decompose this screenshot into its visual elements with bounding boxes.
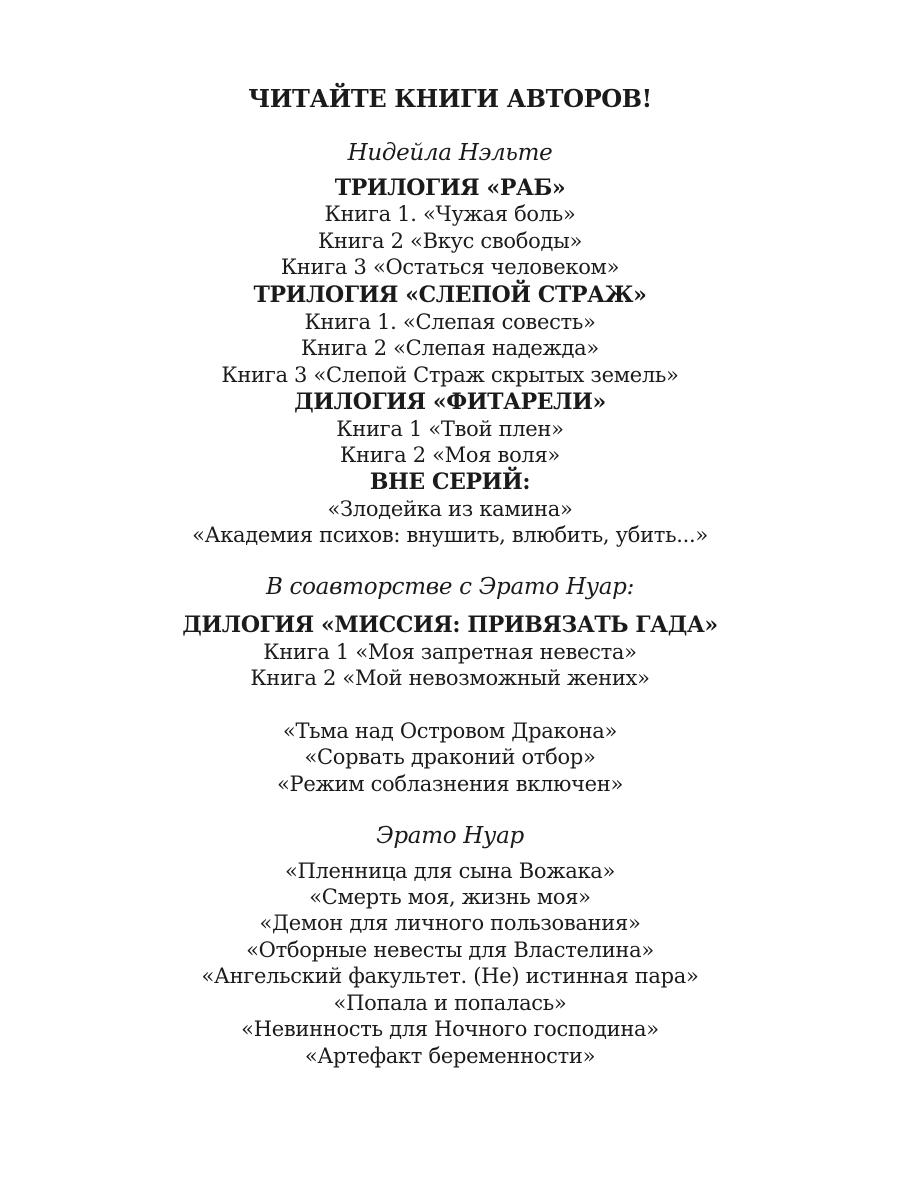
book-title: Книга 2 «Моя воля» [340,443,560,467]
book-title: «Академия психов: внушить, влюбить, убить...» [192,523,708,547]
author-name: Эрато Нуар [376,823,524,849]
series-title: ТРИЛОГИЯ «РАБ» [334,175,566,201]
book-title: Книга 2 «Мой невозможный жених» [250,666,650,690]
book-title: «Пленница для сына Вожака» [284,859,616,883]
book-title: «Артефакт беременности» [304,1044,596,1068]
book-title: Книга 2 «Слепая надежда» [301,336,599,360]
book-title: Книга 1. «Слепая совесть» [304,310,596,334]
book-title: Книга 2 «Вкус свободы» [317,229,583,253]
book-title: «Режим соблазнения включен» [276,772,624,796]
book-title: «Тьма над Островом Дракона» [282,719,618,743]
book-title: Книга 3 «Остаться человеком» [280,255,620,279]
coauthor-note: В соавторстве с Эрато Нуар: [265,574,635,600]
book-title: «Смерть моя, жизнь моя» [309,885,591,909]
series-title: ДИЛОГИЯ «ФИТАРЕЛИ» [294,389,606,415]
series-title: ВНЕ СЕРИЙ: [369,469,531,495]
book-title: «Ангельский факультет. (Не) истинная пара» [201,964,699,988]
book-title: «Отборные невесты для Властелина» [246,938,654,962]
book-title: «Сорвать драконий отбор» [304,745,596,769]
book-title: «Злодейка из камина» [327,497,573,521]
book-title: Книга 1. «Чужая боль» [324,202,576,226]
series-title: ДИЛОГИЯ «МИССИЯ: ПРИВЯЗАТЬ ГАДА» [182,612,718,638]
page-heading: ЧИТАЙТЕ КНИГИ АВТОРОВ! [248,84,652,113]
book-title: «Демон для личного пользования» [259,911,641,935]
book-title: Книга 1 «Моя запретная невеста» [263,640,637,664]
book-title: «Попала и попалась» [333,991,567,1015]
series-title: ТРИЛОГИЯ «СЛЕПОЙ СТРАЖ» [253,282,647,308]
book-title: Книга 1 «Твой плен» [336,417,564,441]
book-title: Книга 3 «Слепой Страж скрытых земель» [221,363,679,387]
book-title: «Невинность для Ночного господина» [241,1017,659,1041]
author-name: Нидейла Нэльте [347,140,553,166]
